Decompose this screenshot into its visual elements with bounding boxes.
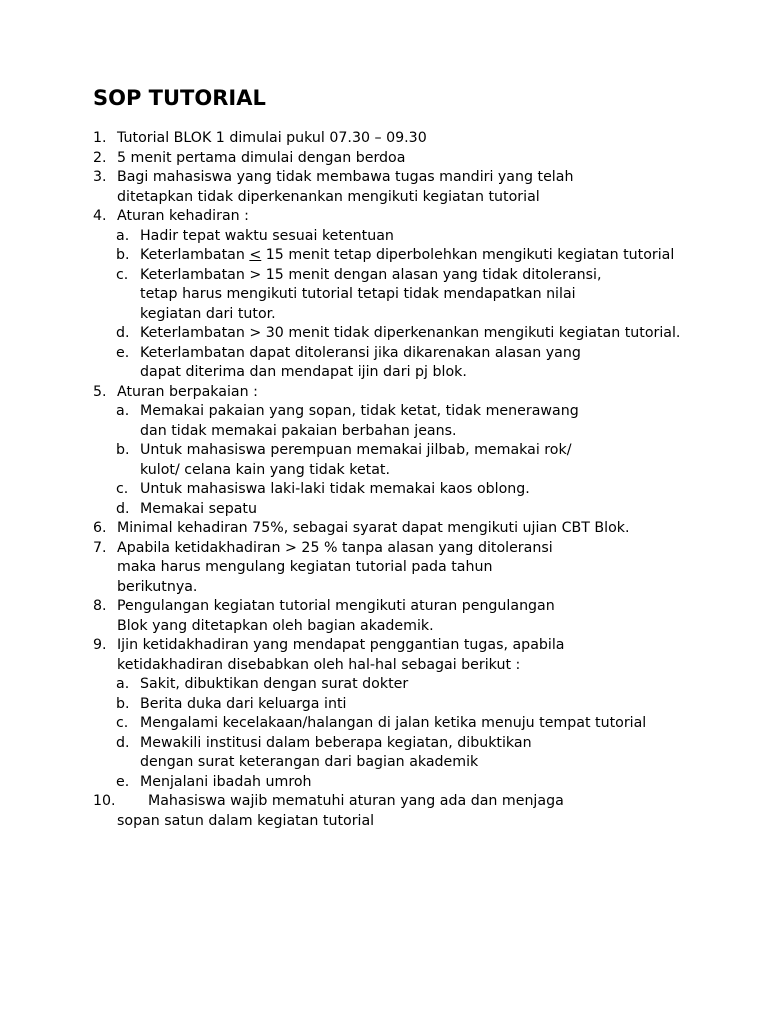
list-item-number: 7. [93,539,107,556]
list-item-text: Aturan kehadiran : [117,208,249,224]
page-title: SOP TUTORIAL [93,86,266,110]
sub-item-text: kegiatan dari tutor. [140,305,276,322]
list-item-text: Apabila ketidakhadiran > 25 % tanpa alasan yang ditoleransi [117,539,553,556]
sub-item-text: Keterlambatan < 15 menit tetap diperbolehkan mengikuti kegiatan tutorial [140,247,675,263]
list-item-text: Mahasiswa wajib mematuhi aturan yang ada dan menjaga [148,793,564,809]
sub-item-letter: d. [116,325,130,341]
list-item-text: Blok yang ditetapkan oleh bagian akademik. [117,617,434,634]
list-item-text: Aturan berpakaian : [117,383,258,400]
sub-item-text: kulot/ celana kain yang tidak ketat. [140,461,391,478]
sub-item-text: Memakai pakaian yang sopan, tidak ketat, tidak menerawang [140,403,579,419]
sub-item-letter: d. [116,734,130,751]
list-item-number: 3. [93,169,107,185]
sub-item-text: Untuk mahasiswa laki-laki tidak memakai kaos oblong. [140,481,530,497]
sub-item-text: Menjalani ibadah umroh [140,773,312,790]
sub-item-letter: d. [116,500,130,517]
sub-item-text: Mewakili institusi dalam beberapa kegiatan, dibuktikan [140,734,532,751]
sub-item-text: Keterlambatan dapat ditoleransi jika dikarenakan alasan yang [140,344,581,361]
sub-item-text: dan tidak memakai pakaian berbahan jeans. [140,422,457,439]
sub-item-text: Keterlambatan > 30 menit tidak diperkenankan mengikuti kegiatan tutorial. [140,325,681,341]
list-item-text: Ijin ketidakhadiran yang mendapat penggantian tugas, apabila [117,637,565,653]
list-item-number: 8. [93,598,107,614]
list-item-text: sopan satun dalam kegiatan tutorial [117,812,375,829]
list-item-text: Minimal kehadiran 75%, sebagai syarat dapat mengikuti ujian CBT Blok. [117,520,630,536]
sub-item-text: Untuk mahasiswa perempuan memakai jilbab, memakai rok/ [140,442,572,458]
sub-item-letter: e. [116,773,130,790]
sub-item-text: Berita duka dari keluarga inti [140,695,347,712]
list-item-number: 10. [93,793,116,809]
sub-item-text: Sakit, dibuktikan dengan surat dokter [140,676,409,692]
sub-item-letter: a. [116,676,130,692]
sub-item-letter: c. [116,715,129,731]
list-item-text: Pengulangan kegiatan tutorial mengikuti aturan pengulangan [117,598,555,614]
list-item-number: 5. [93,383,107,400]
list-item-number: 6. [93,520,107,536]
sub-item-text: dengan surat keterangan dari bagian akademik [140,754,479,770]
sub-item-text: Mengalami kecelakaan/halangan di jalan ketika menuju tempat tutorial [140,715,647,731]
sub-item-text: dapat diterima dan mendapat ijin dari pj blok. [140,364,467,380]
sub-item-letter: a. [116,227,130,244]
sub-item-text: Keterlambatan > 15 menit dengan alasan yang tidak ditoleransi, [140,266,602,283]
sub-item-letter: b. [116,442,130,458]
sub-item-letter: c. [116,481,129,497]
list-item-text: maka harus mengulang kegiatan tutorial pada tahun [117,559,493,575]
list-item-text: ketidakhadiran disebabkan oleh hal-hal sebagai berikut : [117,656,521,673]
sub-item-letter: c. [116,266,129,283]
sub-item-text: Memakai sepatu [140,500,257,517]
sub-item-letter: a. [116,403,130,419]
list-item-text: 5 menit pertama dimulai dengan berdoa [117,149,406,166]
list-item-number: 1. [93,130,107,146]
list-item-text: berikutnya. [117,578,198,595]
sub-item-letter: b. [116,695,130,712]
list-item-text: Tutorial BLOK 1 dimulai pukul 07.30 – 09.30 [117,130,427,146]
list-item-number: 9. [93,637,107,653]
list-item-number: 4. [93,208,107,224]
sub-item-text: Hadir tepat waktu sesuai ketentuan [140,227,394,244]
sub-item-letter: e. [116,344,130,361]
list-item-text: ditetapkan tidak diperkenankan mengikuti kegiatan tutorial [117,188,540,205]
sub-item-text: tetap harus mengikuti tutorial tetapi tidak mendapatkan nilai [140,286,576,302]
sub-item-letter: b. [116,247,130,263]
list-item-text: Bagi mahasiswa yang tidak membawa tugas mandiri yang telah [117,169,574,185]
list-item-number: 2. [93,149,107,166]
